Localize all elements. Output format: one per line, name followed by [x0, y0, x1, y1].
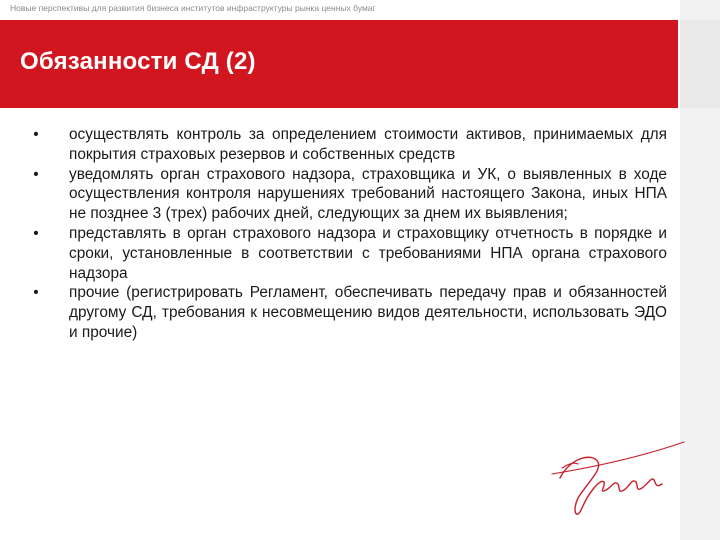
bullet-marker: • — [33, 126, 39, 143]
list-item — [30, 165, 667, 224]
handwritten-signature-icon — [548, 438, 688, 530]
page-title: Обязанности СД (2) — [20, 48, 256, 75]
bullet-marker: • — [33, 224, 39, 242]
list-item-text: прочие (регистрировать Регламент, обеспечивать передачу прав и обязанностей другому СД, требования к несовмещению видов деятельности, использовать ЭДО и прочие) — [69, 284, 667, 341]
list-item — [30, 283, 667, 342]
list-item-text: представлять в орган страхового надзора и страховщику отчетность в порядке и сроки, установленные в соответствии с требованиями НПА органа страхового надзора — [69, 224, 667, 282]
list-item — [30, 125, 667, 165]
duties-list — [30, 125, 667, 343]
top-strip-caption: Новые перспективы для развития бизнеса институтов инфраструктуры рынка ценных бумаг — [10, 3, 376, 13]
list-item-text: уведомлять орган страхового надзора, страховщика и УК, о выявленных в ходе осуществления контроля нарушениях требований настоящего Закона, иных НПА не позднее 3 (трех) рабочих дней, следующих за днем их выявления; — [69, 165, 667, 223]
list-item — [30, 224, 667, 283]
list-item-text: осуществлять контроль за определением стоимости активов, принимаемых для покрытия страховых резервов и собственных средств — [69, 126, 667, 163]
bullet-marker: • — [33, 284, 39, 302]
bullet-marker: • — [33, 165, 39, 183]
right-edge-header-panel — [680, 20, 720, 108]
